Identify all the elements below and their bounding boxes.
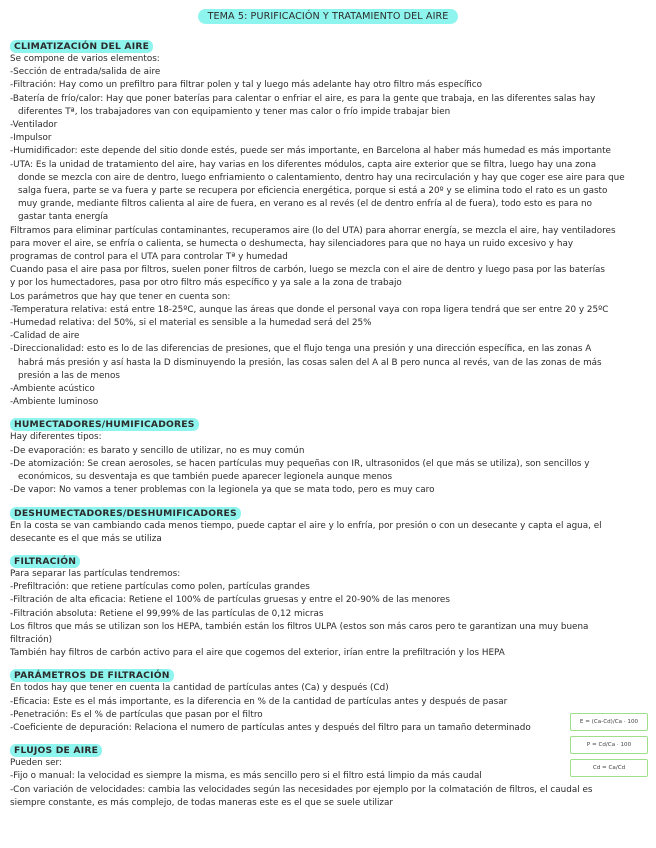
- section: [10, 501, 646, 546]
- text-line: -Batería de frío/calor: Hay que poner baterías para calentar o enfriar el aire, es para la gente que trabaja, en las diferentes salas hay: [10, 93, 596, 104]
- text-line: habrá más presión y así hasta la D disminuyendo la presión, las cosas salen del A al B pero nunca al revés, van de las zonas de más: [18, 357, 602, 368]
- section-heading: PARÁMETROS DE FILTRACIÓN: [10, 669, 174, 682]
- text-line: -Filtración de alta eficacia: Retiene el 100% de partículas gruesas y entre el 20-90% de las menores: [10, 595, 450, 606]
- text-line: -Penetración: Es el % de partículas que pasan por el filtro: [10, 709, 263, 720]
- text-line: -De atomización: Se crean aerosoles, se hacen partículas muy pequeñas con IR, ultrasonidos (el que más se utiliza), son sencillos y: [10, 458, 590, 469]
- text-line: económicos, su desventaja es que también puede aparecer legionela aunque menos: [18, 472, 393, 483]
- text-line: diferentes Tª, los trabajadores van con equipamiento y tener mas calor o frío impide trabajar bien: [18, 106, 451, 117]
- text-line: muy grande, mediante filtros calienta al aire de fuera, en verano es al revés (el de dentro enfría al de fuera), todo esto es para no: [18, 199, 593, 210]
- text-line: -Humidificador: este depende del sitio donde estés, puede ser más importante, en Barcelona al haber más humedad es más importante: [10, 146, 611, 157]
- text-line: -Ambiente luminoso: [10, 397, 99, 408]
- text-line: Para separar las partículas tendremos:: [10, 568, 181, 579]
- text-line: y por los humectadores, pasa por otro filtro más específico y ya sale a la zona de trabajo: [10, 278, 402, 289]
- text-line: programas de control para el UTA para controlar Tª y humedad: [10, 252, 288, 263]
- text-line: -Calidad de aire: [10, 331, 80, 342]
- text-line: siempre constante, es más complejo, de todas maneras este es el que se suele utilizar: [10, 797, 394, 808]
- section: [10, 412, 646, 497]
- text-line: presión a las de menos: [18, 370, 120, 381]
- text-line: En la costa se van cambiando cada menos tiempo, puede captar el aire y lo enfría, por presión o con un desecante y capta el agua, el: [10, 520, 602, 531]
- text-line: desecante es el que más se utiliza: [10, 533, 162, 544]
- depuration-formula: Cd = Ca/Cd: [570, 759, 648, 777]
- section-heading: FILTRACIÓN: [10, 555, 80, 568]
- section: [10, 663, 646, 735]
- text-line: -Impulsor: [10, 133, 52, 144]
- text-line: -Direccionalidad: esto es lo de las diferencias de presiones, que el flujo tenga una presión y una dirección específica, en las zonas A: [10, 344, 592, 355]
- text-line: Filtramos para eliminar partículas contaminantes, recuperamos aire (lo del UTA) para ahorrar energía, se mezcla el aire, hay ventiladores: [10, 225, 616, 236]
- text-line: Los filtros que más se utilizan son los HEPA, también están los filtros ULPA (estos son más caros pero te garantizan una muy buena: [10, 621, 589, 632]
- text-line: gastar tanta energía: [18, 212, 109, 223]
- sections: [10, 34, 646, 810]
- text-line: -Ambiente acústico: [10, 384, 95, 395]
- text-line: -Prefiltración: que retiene partículas como polen, partículas grandes: [10, 582, 310, 593]
- formula-column: [570, 713, 648, 782]
- text-line: -De evaporación: es barato y sencillo de utilizar, no es muy común: [10, 445, 305, 456]
- text-line: Cuando pasa el aire pasa por filtros, suelen poner filtros de carbón, luego se mezcla con el aire de dentro y luego pasa por las baterías: [10, 265, 605, 276]
- text-line: para mover el aire, se enfría o calienta, se humecta o deshumecta, hay silenciadores para que no haya un ruido excesivo y hay: [10, 238, 574, 249]
- text-line: -Fijo o manual: la velocidad es siempre la misma, es más sencillo pero si el filtro está limpio da más caudal: [10, 771, 482, 782]
- text-line: -De vapor: No vamos a tener problemas con la legionela ya que se mata todo, pero es muy caro: [10, 485, 435, 496]
- page-title: TEMA 5: PURIFICACIÓN Y TRATAMIENTO DEL AIRE: [198, 9, 459, 24]
- text-line: -Con variación de velocidades: cambia las velocidades según las necesidades por ejemplo por la colmatación de filtros, el caudal es: [10, 784, 593, 795]
- text-line: -Ventilador: [10, 120, 58, 131]
- text-line: salga fuera, parte se va fuera y parte se recupera por eficiencia energética, porque si está a 20º y se elimina todo el rato es un gasto: [18, 186, 608, 197]
- text-line: -Eficacia: Este es el más importante, es la diferencia en % de la cantidad de partículas antes y después de pasar: [10, 696, 508, 707]
- penetration-formula: P = Cd/Ca · 100: [570, 736, 648, 754]
- text-line: -Filtración: Hay como un prefiltro para filtrar polen y tal y luego más adelante hay otro filtro más específico: [10, 80, 483, 91]
- section: [10, 549, 646, 660]
- section: [10, 738, 646, 810]
- notes-page: [10, 4, 646, 810]
- text-line: Hay diferentes tipos:: [10, 432, 102, 443]
- section-heading: DESHUMECTADORES/DESHUMIFICADORES: [10, 507, 241, 520]
- text-line: Pueden ser:: [10, 758, 62, 769]
- text-line: -Coeficiente de depuración: Relaciona el numero de partículas antes y después del filtro para un tamaño determinado: [10, 722, 531, 733]
- text-line: -Humedad relativa: del 50%, si el material es sensible a la humedad será del 25%: [10, 318, 372, 329]
- text-line: Los parámetros que hay que tener en cuenta son:: [10, 291, 231, 302]
- text-line: -UTA: Es la unidad de tratamiento del aire, hay varias en los diferentes módulos, capta aire exterior que se filtra, luego hay una zona: [10, 159, 597, 170]
- section-heading: CLIMATIZACIÓN DEL AIRE: [10, 40, 153, 53]
- text-line: -Temperatura relativa: está entre 18-25ºC, aunque las áreas que donde el personal vaya con ropa ligera tendrá que ser entre 20 y 25ºC: [10, 304, 609, 315]
- text-line: donde se mezcla con aire de dentro, luego enfriamiento o calentamiento, dentro hay una recirculación y hay que coger ese aire para que: [18, 172, 625, 183]
- section: [10, 34, 646, 409]
- text-line: También hay filtros de carbón activo para el aire que cogemos del exterior, irían entre la prefiltración y los HEPA: [10, 648, 505, 659]
- section-heading: FLUJOS DE AIRE: [10, 744, 102, 757]
- text-line: Se compone de varios elementos:: [10, 54, 160, 64]
- section-heading: HUMECTADORES/HUMIFICADORES: [10, 418, 199, 431]
- efficiency-formula: E = (Ca-Cd)/Ca · 100: [570, 713, 648, 731]
- text-line: -Sección de entrada/salida de aire: [10, 67, 161, 78]
- text-line: En todos hay que tener en cuenta la cantidad de partículas antes (Ca) y después (Cd): [10, 683, 389, 694]
- text-line: -Filtración absoluta: Retiene el 99,99% de las partículas de 0,12 micras: [10, 608, 324, 619]
- text-line: filtración): [10, 634, 53, 645]
